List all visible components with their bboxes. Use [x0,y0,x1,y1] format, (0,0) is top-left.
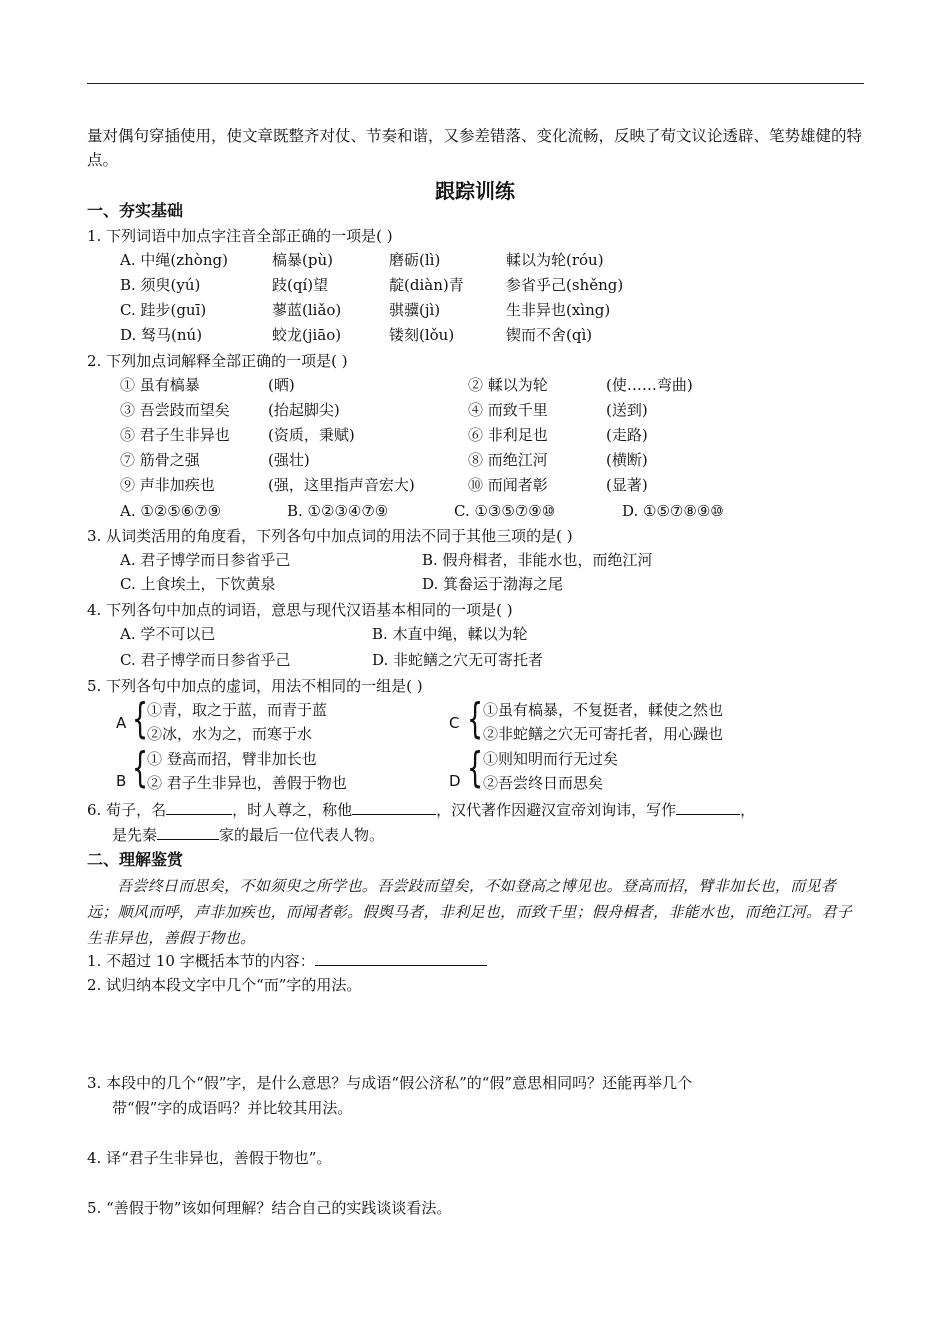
q1-cell: 靛(diàn)青 [389,276,464,294]
q1-stem: 1. 下列词语中加点字注音全部正确的一项是( ) [87,227,393,245]
q4-option-c: C. 君子博学而日参省乎己 [120,651,291,669]
q2-cell: (强壮) [268,451,310,469]
q5-brace-b: { [132,743,149,792]
s2-q4: 4. 译“君子生非异也，善假于物也”。 [87,1149,332,1167]
q6-line-2: 是先秦 家的最后一位代表人物。 [112,826,385,844]
reading-passage: 吾尝终日而思矣，不如须臾之所学也。吾尝跂而望矣，不如登高之博见也。登高而招，臂非加长也，而见者远；顺风而呼，声非加疾也，而闻者彰。假舆马者，非利足也，而致千里；假舟楫者，非能水也，而绝江河。君子生非异也，善假于物也。 [87,877,853,947]
q1-cell: 跂(qí)望 [272,276,329,294]
s2-q5: 5. “善假于物”该如何理解？结合自己的实践谈谈看法。 [87,1199,452,1217]
q5-c1: ①虽有槁暴，不复挺者，輮使之然也 [483,701,724,719]
q2-option: C. ①③⑤⑦⑨⑩ [454,502,556,520]
q4-option-d: D. 非蛇鳝之穴无可寄托者 [372,651,544,669]
q2-option: A. ①②⑤⑥⑦⑨ [120,502,222,520]
q3-option-c: C. 上食埃土，下饮黄泉 [120,575,276,593]
q6-blank-title[interactable] [352,800,436,815]
q1-cell: 磨砺(lì) [389,251,441,269]
q2-cell: ② 輮以为轮 [468,376,548,394]
q6-blank-school[interactable] [157,825,219,840]
q2-cell: (走路) [606,426,648,444]
q2-stem: 2. 下列加点词解释全部正确的一项是( ) [87,352,348,370]
q6-blank-alias[interactable] [676,800,740,815]
q2-cell: ⑧ 而绝江河 [468,451,548,469]
q5-a1: ①青，取之于蓝，而青于蓝 [147,701,328,719]
q1-cell: 蛟龙(jiāo) [272,326,342,344]
q3-option-a: A. 君子博学而日参省乎己 [120,551,291,569]
q2-cell: ⑥ 非利足也 [468,426,548,444]
q5-stem: 5. 下列各句中加点的虚词，用法不相同的一组是( ) [87,677,423,695]
q5-label-b: B [116,772,127,790]
q2-cell: (强，这里指声音宏大) [268,476,415,494]
section-1-heading: 一、夯实基础 [87,201,184,220]
q2-cell: (送到) [606,401,648,419]
q2-cell: ⑤ 君子生非异也 [120,426,230,444]
q5-label-a: A [116,714,127,732]
q5-label-d: D [449,772,461,790]
q2-cell: ④ 而致千里 [468,401,548,419]
q2-option: B. ①②③④⑦⑨ [287,502,389,520]
s2-q1: 1. 不超过 10 字概括本节的内容： [87,951,487,971]
q1-cell: 輮以为轮(róu) [506,251,604,269]
q2-cell: (资质，秉赋) [268,426,355,444]
q2-cell: ⑨ 声非加疾也 [120,476,215,494]
q5-b2: ② 君子生非异也，善假于物也 [147,774,347,792]
intro-paragraph: 量对偶句穿插使用，使文章既整齐对仗、节奏和谐，又参差错落、变化流畅，反映了荀文议论透辟、笔势雄健的特点。 [87,127,863,169]
s2-q1-answer-blank[interactable] [315,951,487,966]
q3-option-d: D. 箕畚运于渤海之尾 [422,575,564,593]
q2-cell: ⑩ 而闻者彰 [468,476,548,494]
q2-cell: (抬起脚尖) [268,401,340,419]
q1-cell: B. 须臾(yú) [120,276,201,294]
q1-cell: 生非异也(xìng) [506,301,611,319]
q2-cell: (使……弯曲) [606,376,693,394]
q5-d1: ①则知明而行无过矣 [483,750,619,768]
q5-brace-d: { [467,743,484,792]
s2-q2: 2. 试归纳本段文字中几个“而”字的用法。 [87,976,362,994]
q3-option-b: B. 假舟楫者，非能水也，而绝江河 [422,551,653,569]
page-title: 跟踪训练 [435,179,515,203]
q2-cell: ① 虽有槁暴 [120,376,200,394]
q1-cell: 蓼蓝(liǎo) [272,301,342,319]
q2-cell: (横断) [606,451,648,469]
q1-cell: A. 中绳(zhòng) [120,251,228,269]
q1-cell: 镂刻(lǒu) [389,326,455,344]
q4-stem: 4. 下列各句中加点的词语，意思与现代汉语基本相同的一项是( ) [87,601,513,619]
q2-cell: (显著) [606,476,648,494]
q3-stem: 3. 从词类活用的角度看，下列各句中加点词的用法不同于其他三项的是( ) [87,527,573,545]
s2-q3-line-2: 带“假”字的成语吗？并比较其用法。 [112,1099,353,1117]
q2-option: D. ①⑤⑦⑧⑨⑩ [622,502,724,520]
q2-cell: ⑦ 筋骨之强 [120,451,200,469]
q1-cell: 骐骥(jì) [389,301,441,319]
q6-line-1: 6. 荀子，名 ，时人尊之，称他 ，汉代著作因避汉宣帝刘询讳，写作 ， [87,801,756,819]
q5-label-c: C [449,714,460,732]
q6-blank-name[interactable] [166,800,232,815]
q5-d2: ②吾尝终日而思矣 [483,774,604,792]
q4-option-b: B. 木直中绳，輮以为轮 [372,625,528,643]
q1-cell: D. 驽马(nú) [120,326,203,344]
section-2-heading: 二、理解鉴赏 [87,850,184,869]
q2-cell: ③ 吾尝跂而望矣 [120,401,230,419]
q1-cell: 锲而不舍(qì) [506,326,593,344]
s2-q3-line-1: 3. 本段中的几个“假”字，是什么意思？与成语“假公济私”的“假”意思相同吗？还能再举几个 [87,1074,693,1092]
q1-cell: 槁暴(pù) [272,251,333,269]
q5-a2: ②冰，水为之，而寒于水 [147,725,313,743]
q4-option-a: A. 学不可以已 [120,625,216,643]
q5-brace-c: { [467,694,484,743]
q5-c2: ②非蛇鳝之穴无可寄托者，用心躁也 [483,725,724,743]
q2-cell: (晒) [268,376,295,394]
q5-brace-a: { [132,694,149,743]
q5-b1: ① 登高而招，臂非加长也 [147,750,317,768]
header-rule [87,83,864,84]
q1-cell: C. 跬步(guī) [120,301,207,319]
q1-cell: 参省乎己(shěng) [506,276,624,294]
